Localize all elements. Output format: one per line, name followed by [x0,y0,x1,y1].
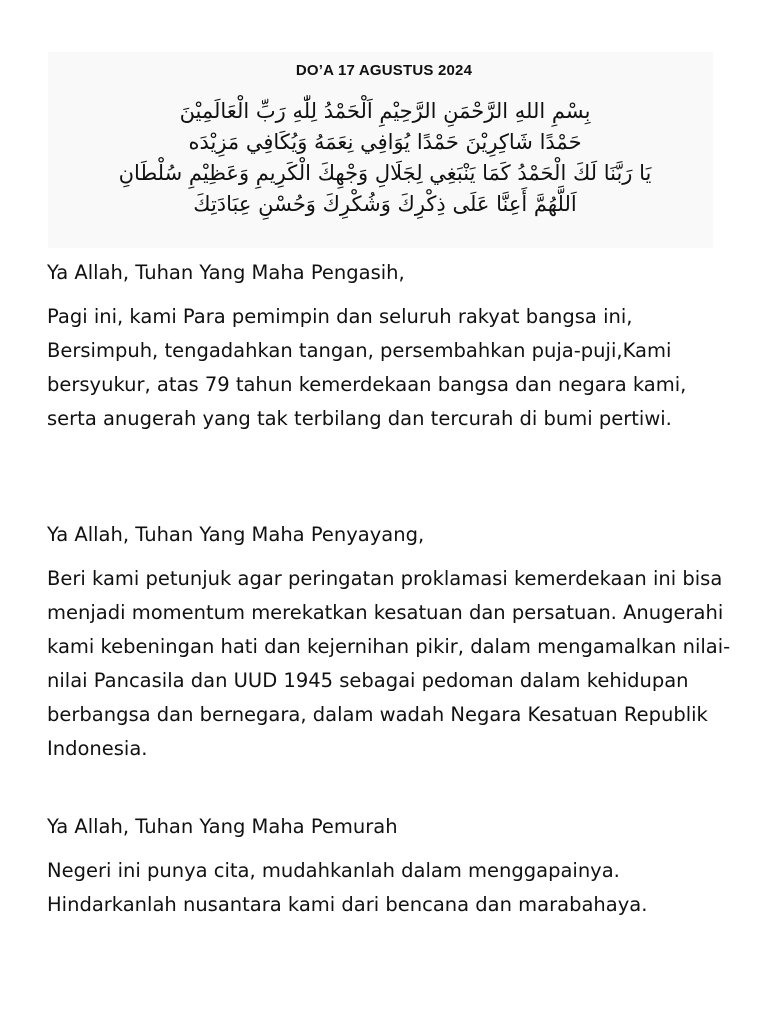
invocation-heading: Ya Allah, Tuhan Yang Maha Penyayang, [47,523,425,546]
arabic-line: اَللَّهُمَّ أَعِنَّا عَلَى ذِكْرِكَ وَشُكْرِكَ وَحُسْنِ عِبَادَتِكَ [193,192,577,216]
arabic-line: حَمْدًا شَاكِرِيْنَ حَمْدًا يُوَافِي نِعَمَهُ وَيُكَافِي مَزِيْدَه [188,130,582,154]
arabic-prayer-block [60,96,710,220]
body-paragraph: Beri kami petunjuk agar peringatan proklamasi kemerdekaan ini bisa menjadi momentum merekatkan kesatuan dan persatuan. Anugerahi kami kebeningan hati dan kejernihan pikir, dalam mengamalkan nilai-nilai Pancasila dan UUD 1945 sebagai pedoman dalam kehidupan berbangsa dan bernegara, dalam wadah Negara Kesatuan Republik Indonesia. [47,567,731,760]
invocation-heading: Ya Allah, Tuhan Yang Maha Pengasih, [47,261,405,284]
invocation-heading: Ya Allah, Tuhan Yang Maha Pemurah [47,815,398,838]
body-paragraph: Negeri ini punya cita, mudahkanlah dalam menggapainya. Hindarkanlah nusantara kami dari bencana dan marabahaya. [47,859,648,916]
arabic-line: بِسْمِ اللهِ الرَّحْمَنِ الرَّحِيْمِ اَلْحَمْدُ لِلّٰهِ رَبِّ الْعَالَمِيْنَ [179,99,591,123]
document-title: DO’A 17 AGUSTUS 2024 [295,62,473,79]
arabic-line: يَا رَبَّنَا لَكَ الْحَمْدُ كَمَا يَنْبَغِي لِجَلَالِ وَجْهِكَ الْكَرِيمِ وَعَظِيْمِ سُلْطَانِ [118,161,652,185]
body-paragraph: Pagi ini, kami Para pemimpin dan seluruh rakyat bangsa ini, Bersimpuh, tengadahkan tangan, persembahkan puja-puji,Kami bersyukur, atas 79 tahun kemerdekaan bangsa dan negara kami, serta anugerah yang tak terbilang dan tercurah di bumi pertiwi. [47,305,687,430]
